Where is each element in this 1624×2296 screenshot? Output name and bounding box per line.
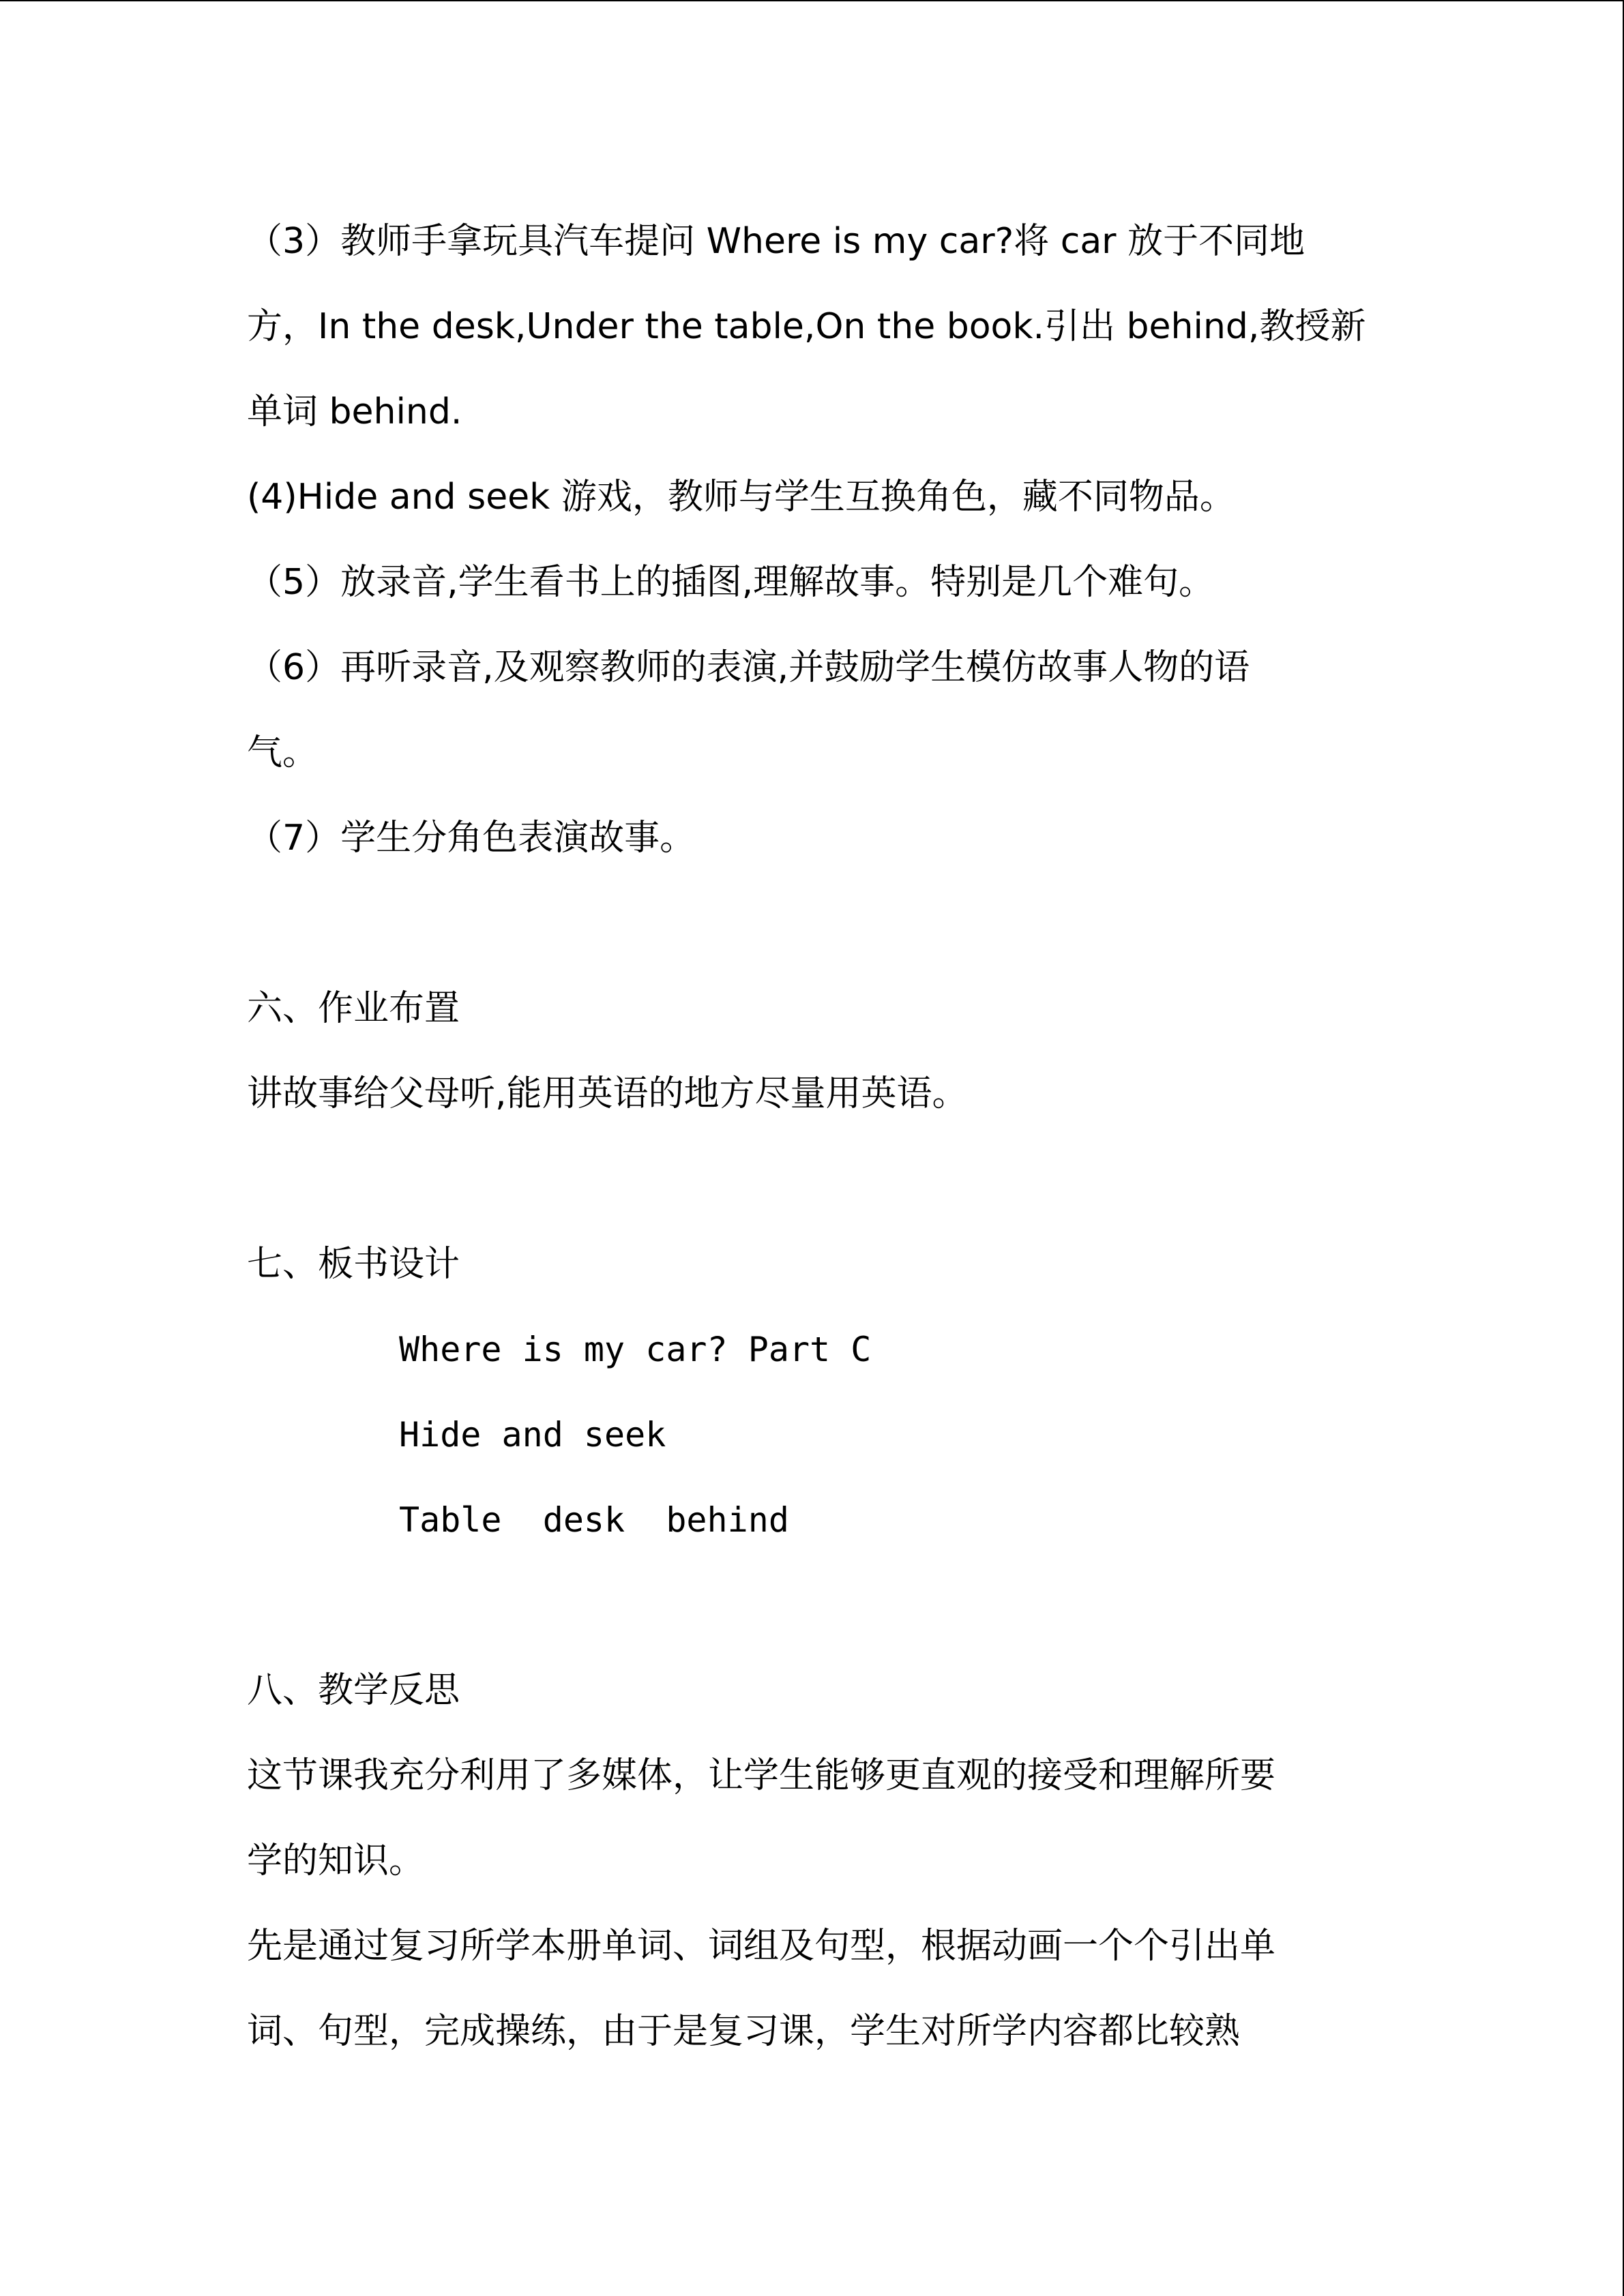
paragraph-line: 气。 (247, 732, 319, 773)
board-line: Table desk behind (399, 1500, 789, 1540)
section-heading-board-design: 七、板书设计 (247, 1244, 460, 1285)
paragraph-line: （5）放录音,学生看书上的插图,理解故事。特别是几个难句。 (247, 562, 1215, 603)
reflection-line: 词、句型，完成操练，由于是复习课，学生对所学内容都比较熟 (247, 2011, 1241, 2052)
reflection-line: 先是通过复习所学本册单词、词组及句型，根据动画一个个引出单 (247, 1926, 1276, 1967)
reflection-line: 这节课我充分利用了多媒体，让学生能够更直观的接受和理解所要 (247, 1755, 1276, 1796)
paragraph-line: （6）再听录音,及观察教师的表演,并鼓励学生模仿故事人物的语 (247, 647, 1250, 688)
paragraph-line: （3）教师手拿玩具汽车提问 Where is my car?将 car 放于不同地 (247, 221, 1305, 262)
section-heading-homework: 六、作业布置 (247, 988, 460, 1029)
board-line: Where is my car? Part C (399, 1330, 872, 1369)
paragraph-line: (4)Hide and seek 游戏，教师与学生互换角色，藏不同物品。 (247, 477, 1235, 518)
reflection-line: 学的知识。 (247, 1840, 425, 1881)
section-heading-reflection: 八、教学反思 (247, 1670, 460, 1711)
paragraph-line: 方，In the desk,Under the table,On the book.引出 behind,教授新 (247, 306, 1366, 347)
paragraph-line: （7）学生分角色表演故事。 (247, 818, 696, 859)
homework-text: 讲故事给父母听,能用英语的地方尽量用英语。 (247, 1073, 968, 1114)
paragraph-line: 单词 behind. (247, 391, 462, 432)
board-line: Hide and seek (399, 1415, 666, 1455)
